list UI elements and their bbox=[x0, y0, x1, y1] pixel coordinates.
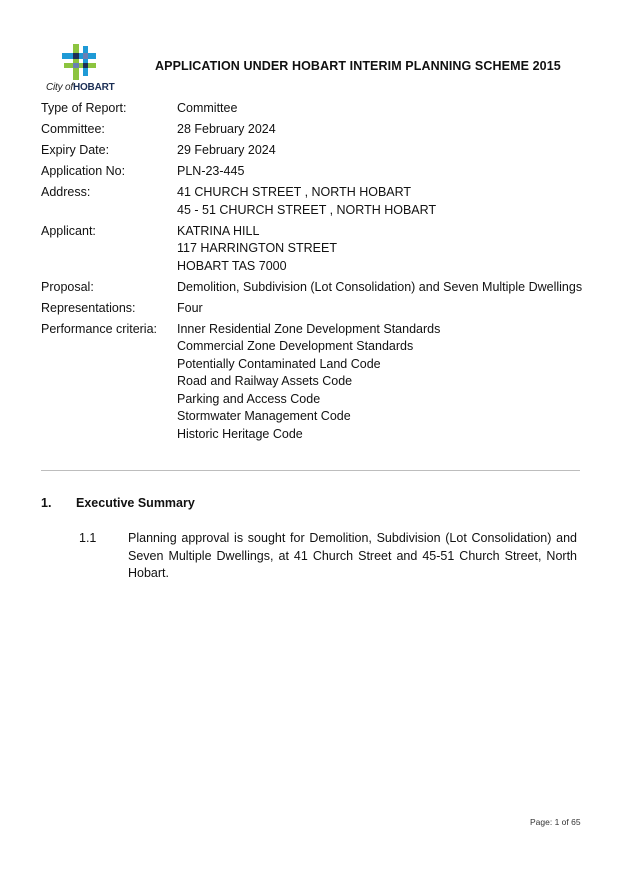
detail-row-representations bbox=[41, 300, 601, 318]
detail-label: Expiry Date: bbox=[41, 143, 110, 157]
paragraph-text: Planning approval is sought for Demolition, Subdivision (Lot Consolidation) and Seven Multiple Dwellings, at 41 Church Street and 45-51 Church Street, North Hobart. bbox=[128, 531, 577, 580]
detail-values bbox=[177, 163, 601, 181]
detail-value: 41 CHURCH STREET , NORTH HOBART bbox=[177, 185, 412, 199]
detail-values bbox=[177, 300, 601, 318]
detail-row-proposal bbox=[41, 279, 601, 297]
city-of-hobart-cross-icon bbox=[62, 44, 98, 80]
detail-row-type-of-report bbox=[41, 100, 601, 118]
detail-label: Application No: bbox=[41, 164, 126, 178]
detail-values bbox=[177, 223, 601, 276]
detail-value: HOBART TAS 7000 bbox=[177, 258, 287, 273]
city-of-hobart-logo bbox=[46, 44, 118, 96]
detail-row-expiry-date bbox=[41, 142, 601, 160]
detail-value: Four bbox=[177, 300, 203, 315]
detail-values bbox=[177, 121, 601, 139]
detail-value: 28 February 2024 bbox=[177, 122, 276, 136]
detail-values bbox=[177, 142, 601, 160]
section-title: Executive Summary bbox=[76, 496, 195, 510]
paragraph bbox=[79, 530, 577, 583]
detail-row-address bbox=[41, 184, 601, 219]
section-number: 1. bbox=[41, 496, 52, 510]
paragraph-number: 1.1 bbox=[79, 531, 97, 545]
document-title: APPLICATION UNDER HOBART INTERIM PLANNING SCHEME 2015 bbox=[155, 59, 561, 73]
detail-value: Parking and Access Code bbox=[177, 391, 321, 406]
logo-hobart-text: HOBART bbox=[72, 82, 115, 93]
detail-value: Demolition, Subdivision (Lot Consolidation) and Seven Multiple Dwellings bbox=[177, 279, 583, 294]
detail-value: Historic Heritage Code bbox=[177, 426, 303, 441]
detail-value: Inner Residential Zone Development Standards bbox=[177, 321, 441, 336]
detail-value: 29 February 2024 bbox=[177, 143, 276, 157]
detail-label: Performance criteria: bbox=[41, 321, 158, 336]
detail-label: Proposal: bbox=[41, 279, 94, 294]
detail-value: Potentially Contaminated Land Code bbox=[177, 356, 381, 371]
page-number: Page: 1 of 65 bbox=[530, 817, 581, 827]
detail-value: Road and Railway Assets Code bbox=[177, 374, 353, 388]
detail-values bbox=[177, 184, 601, 219]
detail-label: Applicant: bbox=[41, 223, 96, 238]
section-heading bbox=[41, 496, 195, 510]
detail-values bbox=[177, 321, 601, 444]
logo-city-text: City of bbox=[46, 82, 73, 93]
section-divider bbox=[41, 470, 580, 471]
detail-label: Committee: bbox=[41, 122, 105, 136]
detail-value: 117 HARRINGTON STREET bbox=[177, 241, 337, 255]
detail-row-performance-criteria bbox=[41, 321, 601, 444]
application-details bbox=[41, 100, 601, 447]
detail-value: Committee bbox=[177, 101, 238, 115]
logo-text bbox=[46, 82, 115, 93]
detail-value: Stormwater Management Code bbox=[177, 409, 351, 423]
detail-value: 45 - 51 CHURCH STREET , NORTH HOBART bbox=[177, 202, 437, 217]
detail-row-applicant bbox=[41, 223, 601, 276]
detail-label: Address: bbox=[41, 185, 91, 199]
detail-value: PLN-23-445 bbox=[177, 164, 245, 178]
detail-values bbox=[177, 279, 601, 297]
detail-value: KATRINA HILL bbox=[177, 223, 260, 238]
detail-label: Representations: bbox=[41, 300, 136, 315]
detail-value: Commercial Zone Development Standards bbox=[177, 339, 414, 353]
detail-values bbox=[177, 100, 601, 118]
detail-label: Type of Report: bbox=[41, 101, 127, 115]
detail-row-committee bbox=[41, 121, 601, 139]
detail-row-application-no bbox=[41, 163, 601, 181]
